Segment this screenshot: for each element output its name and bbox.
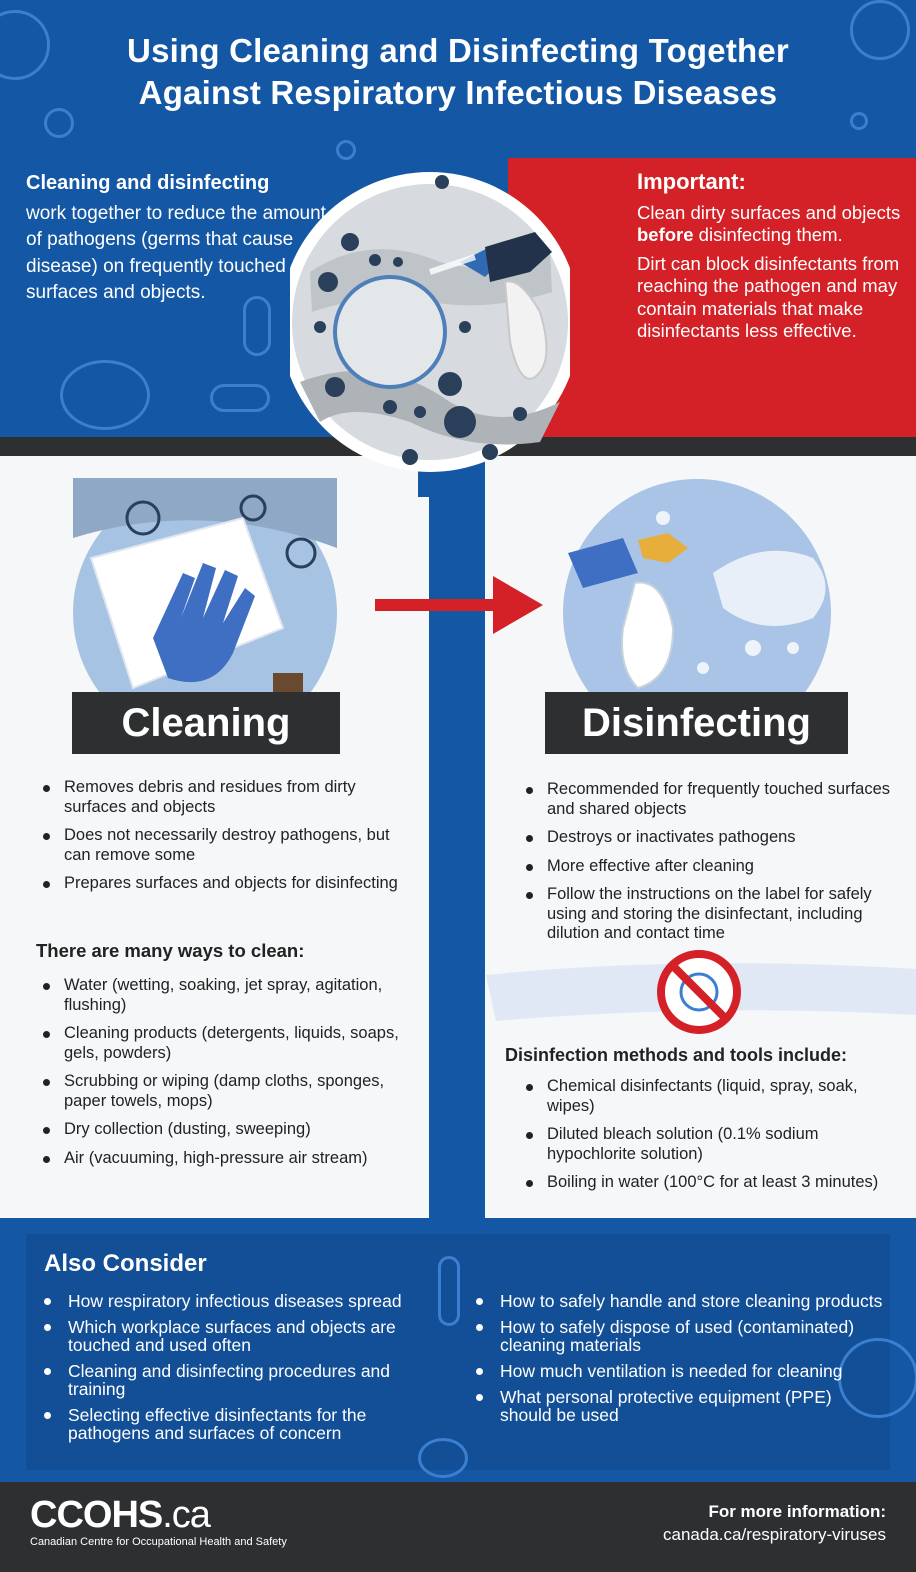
germ-decoration — [210, 384, 270, 412]
disinfecting-bullets — [519, 780, 899, 953]
list-item: Boiling in water (100°C for at least 3 minutes) — [519, 1173, 904, 1193]
list-item: Scrubbing or wiping (damp cloths, sponges, paper towels, mops) — [36, 1072, 416, 1111]
germ-decoration — [418, 1438, 468, 1478]
ways-to-clean-list — [36, 976, 416, 1177]
important-note — [637, 171, 907, 349]
list-item: Follow the instructions on the label for safely using and storing the disinfectant, including dilution and contact time — [519, 885, 899, 944]
list-item: Which workplace surfaces and objects are touched and used often — [42, 1318, 422, 1354]
also-consider-right-list — [474, 1292, 884, 1432]
cleaning-bullets — [36, 778, 406, 903]
list-item: Water (wetting, soaking, jet spray, agitation, flushing) — [36, 976, 416, 1015]
germ-decoration — [438, 1256, 460, 1326]
more-info-title: For more information: — [708, 1502, 886, 1521]
list-item: How to safely dispose of used (contaminated) cleaning materials — [474, 1318, 884, 1354]
disinfecting-label: Disinfecting — [545, 692, 848, 754]
list-item: Destroys or inactivates pathogens — [519, 828, 899, 848]
list-item: Prepares surfaces and objects for disinfecting — [36, 874, 406, 894]
list-item: Cleaning products (detergents, liquids, soaps, gels, powders) — [36, 1024, 416, 1063]
important-title: Important: — [637, 169, 746, 194]
also-consider-left-list — [42, 1292, 422, 1450]
center-bar — [429, 456, 485, 1218]
list-item: Chemical disinfectants (liquid, spray, soak, wipes) — [519, 1077, 904, 1116]
important-paragraph-1: Clean dirty surfaces and objects before disinfecting them. — [637, 201, 901, 245]
list-item: Removes debris and residues from dirty surfaces and objects — [36, 778, 406, 817]
ways-to-clean-heading: There are many ways to clean: — [36, 940, 305, 961]
logo-subtitle: Canadian Centre for Occupational Health and Safety — [30, 1536, 287, 1548]
cleaning-label: Cleaning — [72, 692, 340, 754]
methods-list — [519, 1077, 904, 1202]
more-info-link[interactable]: canada.ca/respiratory-viruses — [663, 1525, 886, 1544]
disinfecting-illustration — [563, 478, 831, 708]
list-item: Does not necessarily destroy pathogens, but can remove some — [36, 826, 406, 865]
list-item: How respiratory infectious diseases spread — [42, 1292, 422, 1310]
list-item: More effective after cleaning — [519, 857, 899, 877]
list-item: Cleaning and disinfecting procedures and training — [42, 1362, 422, 1398]
intro-text — [26, 170, 326, 307]
list-item: What personal protective equipment (PPE) should be used — [474, 1388, 884, 1424]
list-item: Air (vacuuming, high-pressure air stream) — [36, 1149, 416, 1169]
list-item: How to safely handle and store cleaning products — [474, 1292, 884, 1310]
more-info — [663, 1502, 886, 1545]
ccohs-logo[interactable]: CCOHS.ca — [30, 1494, 210, 1536]
germs-spray-illustration — [290, 152, 570, 497]
no-germs-icon — [657, 950, 741, 1034]
list-item: Dry collection (dusting, sweeping) — [36, 1120, 416, 1140]
methods-heading: Disinfection methods and tools include: — [505, 1045, 848, 1065]
germ-decoration — [850, 112, 868, 130]
important-paragraph-2: Dirt can block disinfectants from reaching the pathogen and may contain materials that make disinfectants less effective. — [637, 252, 900, 341]
list-item: Diluted bleach solution (0.1% sodium hypochlorite solution) — [519, 1125, 904, 1164]
list-item: Recommended for frequently touched surfaces and shared objects — [519, 780, 899, 819]
list-item: How much ventilation is needed for cleaning — [474, 1362, 884, 1380]
also-consider-title: Also Consider — [44, 1250, 207, 1277]
germ-decoration — [60, 360, 150, 430]
list-item: Selecting effective disinfectants for the pathogens and surfaces of concern — [42, 1406, 422, 1442]
page-title: Using Cleaning and Disinfecting Together Against Respiratory Infectious Diseases — [127, 32, 789, 111]
intro-lead: Cleaning and disinfecting — [26, 172, 270, 194]
intro-body: work together to reduce the amount of pathogens (germs that cause disease) on frequently touched surfaces and objects. — [26, 202, 326, 303]
arrow-icon — [375, 576, 543, 634]
cleaning-illustration — [73, 478, 337, 708]
